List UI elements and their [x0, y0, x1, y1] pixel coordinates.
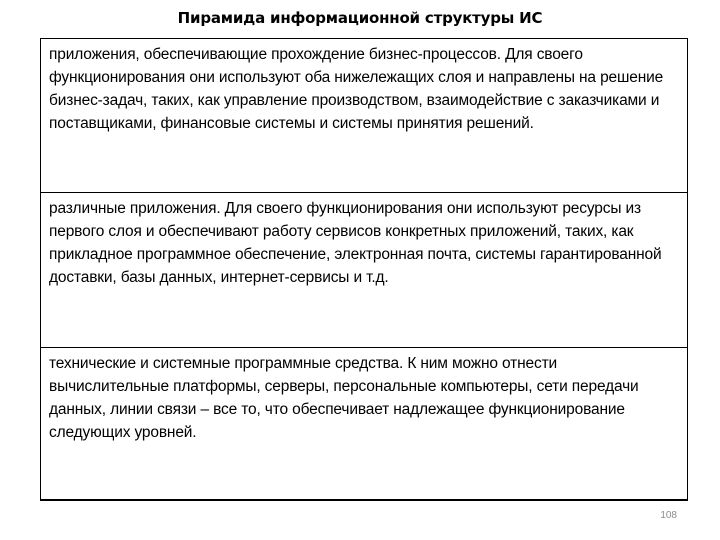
table-row-bottom-layer — [41, 348, 688, 501]
layers-table — [40, 38, 688, 501]
middle-layer-cell: различные приложения. Для своего функционирования они используют ресурсы из первого слоя и обеспечивают работу сервисов конкретных приложений, таких, как прикладное программное обеспечение, электронная почта, системы гарантированной доставки, базы данных, интернет-сервисы и т.д. — [41, 193, 688, 348]
slide-title: Пирамида информационной структуры ИС — [177, 9, 543, 27]
table-row-top-layer — [41, 39, 688, 193]
table-row-middle-layer — [41, 193, 688, 348]
bottom-layer-cell: технические и системные программные средства. К ним можно отнести вычислительные платформы, серверы, персональные компьютеры, сети передачи данных, линии связи – все то, что обеспечивает надлежащее функционирование следующих уровней. — [41, 348, 688, 501]
top-layer-cell: приложения, обеспечивающие прохождение бизнес-процессов. Для своего функционирования они используют оба нижележащих слоя и направлены на решение бизнес-задач, таких, как управление производством, взаимодействие с заказчиками и поставщиками, финансовые системы и системы принятия решений. — [41, 39, 688, 193]
page-number: 108 — [660, 510, 677, 521]
